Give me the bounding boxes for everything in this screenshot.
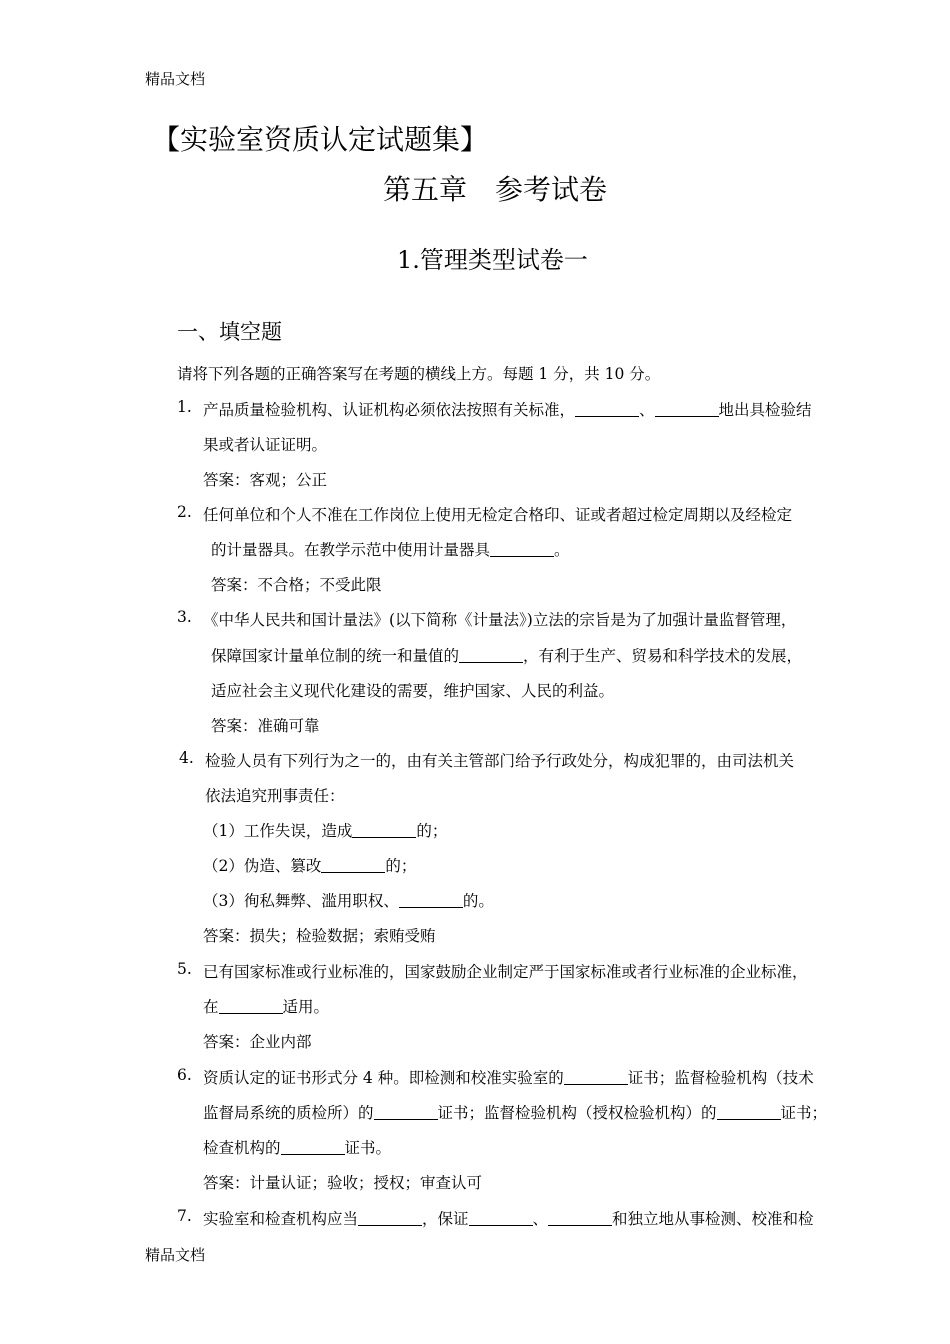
question-text: 《中华人民共和国计量法》(以下简称《计量法》)立法的宗旨是为了加强计量监督管理， <box>203 611 797 629</box>
answer-blank <box>459 647 523 664</box>
question-text: 果或者认证证明。 <box>203 436 328 454</box>
answer-blank <box>548 1210 612 1227</box>
question-text: 检查机构的 证书。 <box>203 1139 392 1157</box>
question-number: 2. <box>177 503 192 521</box>
answer-text: 答案：企业内部 <box>203 1033 312 1051</box>
answer-blank <box>374 1104 438 1121</box>
question-text: 检验人员有下列行为之一的，由有关主管部门给予行政处分，构成犯罪的，由司法机关 <box>205 752 795 770</box>
answer-blank <box>352 822 416 839</box>
sub-item: （3）徇私舞弊、滥用职权、 的。 <box>203 892 494 910</box>
question-number: 3. <box>177 608 192 626</box>
question-text: 产品质量检验机构、认证机构必须依法按照有关标准， 、 地出具检验结 <box>203 401 812 419</box>
question-text: 已有国家标准或行业标准的，国家鼓励企业制定严于国家标准或者行业标准的企业标准， <box>203 963 808 981</box>
question-text: 任何单位和个人不准在工作岗位上使用无检定合格印、证或者超过检定周期以及经检定 <box>203 506 793 524</box>
page-header: 精品文档 <box>145 70 206 88</box>
paper-title: 1.管理类型试卷一 <box>397 246 588 274</box>
answer-text: 答案：客观；公正 <box>203 471 328 489</box>
section-title: 一、填空题 <box>177 320 282 344</box>
question-text: 的计量器具。在教学示范中使用计量器具 。 <box>211 541 570 559</box>
question-text: 依法追究刑事责任： <box>205 787 345 805</box>
sub-item: （1）工作失误，造成 的； <box>203 822 448 840</box>
question-text: 保障国家计量单位制的统一和量值的 ，有利于生产、贸易和科学技术的发展， <box>211 647 803 665</box>
answer-blank <box>469 1210 533 1227</box>
question-text: 实验室和检查机构应当 ，保证 、 和独立地从事检测、校准和检 <box>203 1210 814 1228</box>
answer-text: 答案：计量认证；验收；授权；审查认可 <box>203 1174 483 1192</box>
answer-blank <box>281 1139 345 1156</box>
answer-blank <box>399 892 463 909</box>
question-text: 资质认定的证书形式分 4 种。即检测和校准实验室的 证书；监督检验机构（技术 <box>203 1069 814 1087</box>
answer-text: 答案：准确可靠 <box>211 717 320 735</box>
page-footer: 精品文档 <box>145 1246 206 1264</box>
question-number: 4. <box>179 749 194 767</box>
chapter-title: 第五章 参考试卷 <box>383 173 608 206</box>
question-text: 监督局系统的质检所）的 证书；监督检验机构（授权检验机构）的 证书； <box>203 1104 828 1122</box>
answer-text: 答案：损失；检验数据；索贿受贿 <box>203 927 436 945</box>
instructions: 请将下列各题的正确答案写在考题的横线上方。每题 1 分，共 10 分。 <box>177 365 661 383</box>
document-title: 【实验室资质认定试题集】 <box>152 123 489 156</box>
question-number: 6. <box>177 1066 192 1084</box>
answer-text: 答案：不合格；不受此限 <box>211 576 382 594</box>
answer-blank <box>575 401 639 418</box>
question-number: 1. <box>177 398 192 416</box>
question-number: 7. <box>177 1207 192 1225</box>
answer-blank <box>358 1210 422 1227</box>
answer-blank <box>717 1104 781 1121</box>
answer-blank <box>564 1069 628 1086</box>
answer-blank <box>490 541 554 558</box>
answer-blank <box>655 401 719 418</box>
sub-item: （2）伪造、篡改 的； <box>203 857 417 875</box>
question-number: 5. <box>177 960 192 978</box>
question-text: 在 适用。 <box>203 998 330 1016</box>
answer-blank <box>219 998 283 1015</box>
question-text: 适应社会主义现代化建设的需要，维护国家、人民的利益。 <box>211 682 615 700</box>
answer-blank <box>321 857 385 874</box>
